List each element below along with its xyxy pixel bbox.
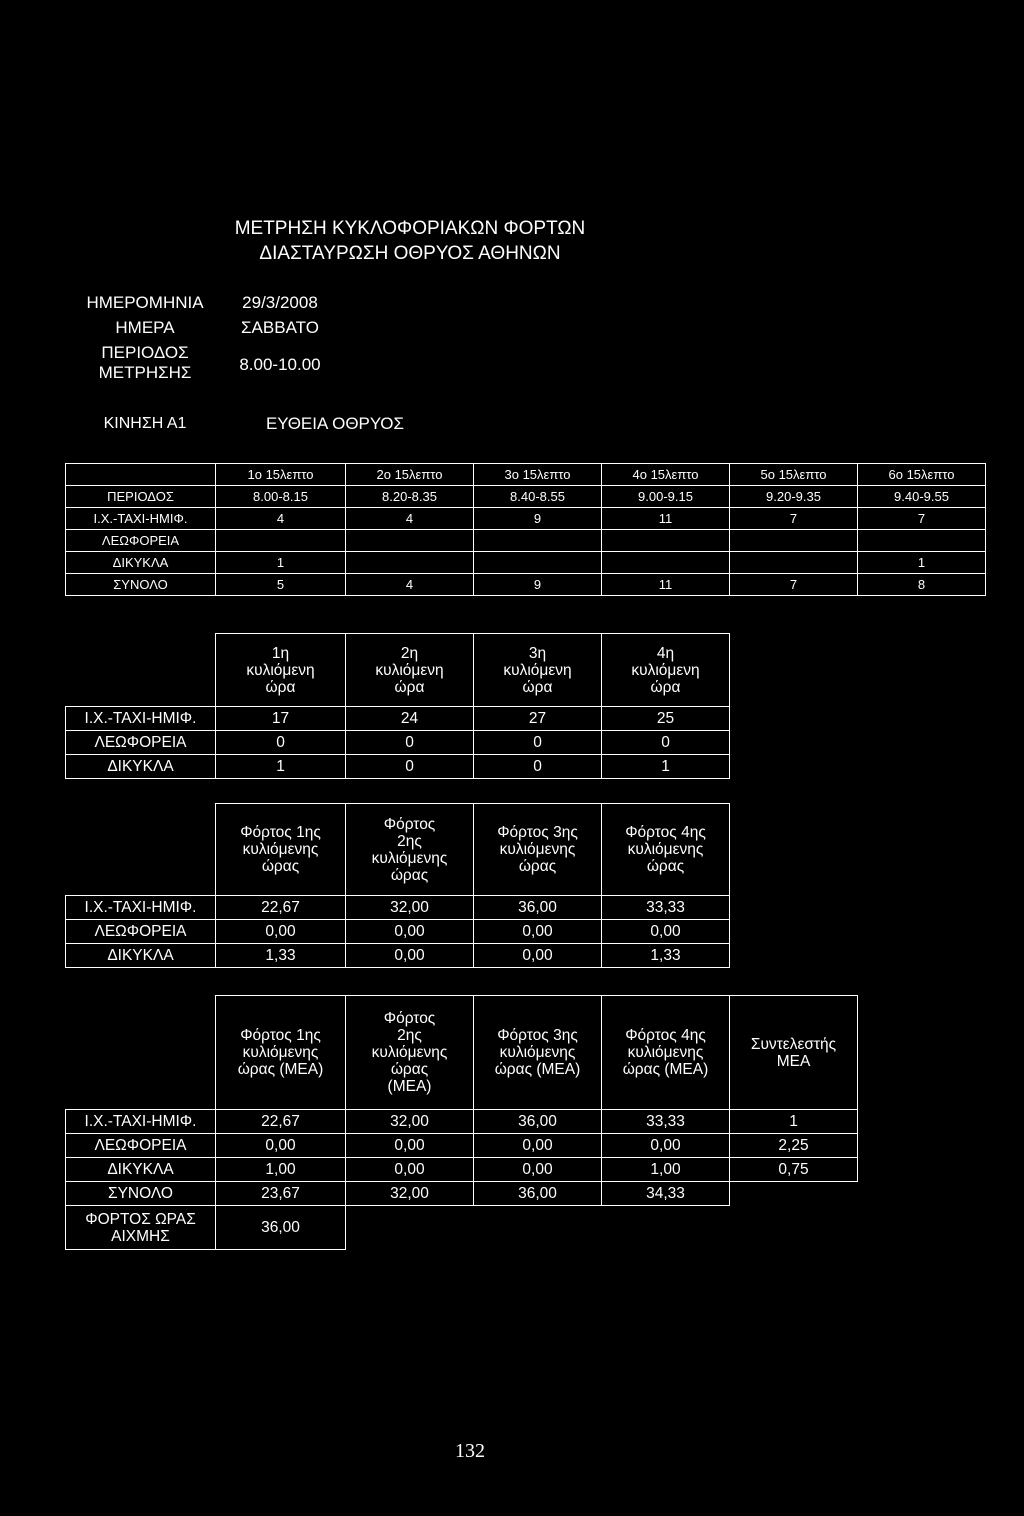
- row-label: Ι.Χ.-ΤΑΧΙ-ΗΜΙΦ.: [66, 508, 216, 530]
- peak-hour-label: ΦΟΡΤΟΣ ΩΡΑΣ ΑΙΧΜΗΣ: [66, 1206, 216, 1250]
- table-cell: 24: [346, 707, 474, 731]
- day-value: ΣΑΒΒΑΤΟ: [241, 318, 319, 337]
- table-cell: 5: [216, 574, 346, 596]
- table-cell: 0,00: [346, 1134, 474, 1158]
- column-header: Φόρτος 1ης κυλιόμενης ώρας (ΜΕΑ): [216, 996, 346, 1110]
- table-cell: [730, 530, 858, 552]
- table-cell: 0: [474, 755, 602, 779]
- table-cell: 9: [474, 574, 602, 596]
- report-title: ΜΕΤΡΗΣΗ ΚΥΚΛΟΦΟΡΙΑΚΩΝ ΦΟΡΤΩΝ: [234, 218, 586, 239]
- table-cell: 1,33: [216, 944, 346, 968]
- period-cell: 9.20-9.35: [730, 486, 858, 508]
- table-cell: 1,33: [602, 944, 730, 968]
- table-cell: 0,00: [346, 1158, 474, 1182]
- table-cell: 0,00: [474, 1134, 602, 1158]
- table-cell: 0: [346, 755, 474, 779]
- row-label: ΔΙΚΥΚΛΑ: [66, 552, 216, 574]
- row-label: ΔΙΚΥΚΛΑ: [66, 1158, 216, 1182]
- column-header: Φόρτος 2ης κυλιόμενης ώρας: [346, 804, 474, 896]
- table-cell: 4: [216, 508, 346, 530]
- empty-cell: [730, 1206, 858, 1250]
- table-cell: 0: [346, 731, 474, 755]
- table-cell: 0,00: [216, 1134, 346, 1158]
- row-label: ΔΙΚΥΚΛΑ: [66, 755, 216, 779]
- table-cell: 0: [216, 731, 346, 755]
- table-cell: 0,00: [602, 920, 730, 944]
- table-cell: 4: [346, 574, 474, 596]
- table-cell: 36,00: [474, 896, 602, 920]
- movement-label: ΚΙΝΗΣΗ Α1: [103, 415, 187, 432]
- table-cell: 23,67: [216, 1182, 346, 1206]
- table-cell: 2,25: [730, 1134, 858, 1158]
- date-label: ΗΜΕΡΟΜΗΝΙΑ: [86, 293, 204, 312]
- peak-hour-value: 36,00: [216, 1206, 346, 1250]
- table-cell: 0: [602, 731, 730, 755]
- table-cell: 11: [602, 574, 730, 596]
- rolling-hour-load-pcu-table: [65, 995, 858, 1250]
- corner-cell: [66, 996, 216, 1110]
- row-label: ΛΕΩΦΟΡΕΙΑ: [66, 731, 216, 755]
- row-label: ΣΥΝΟΛΟ: [66, 1182, 216, 1206]
- corner-cell: [66, 804, 216, 896]
- row-label: Ι.Χ.-ΤΑΧΙ-ΗΜΙΦ.: [66, 707, 216, 731]
- table-cell: 36,00: [474, 1182, 602, 1206]
- table-cell: 17: [216, 707, 346, 731]
- page-number: 132: [455, 1440, 485, 1462]
- table-cell: 1: [858, 552, 986, 574]
- table-cell: 27: [474, 707, 602, 731]
- period-cell: 8.00-8.15: [216, 486, 346, 508]
- table-cell: 7: [730, 508, 858, 530]
- column-header: Φόρτος 1ης κυλιόμενης ώρας: [216, 804, 346, 896]
- table-cell: [474, 530, 602, 552]
- table-cell: 33,33: [602, 896, 730, 920]
- period-cell: 8.20-8.35: [346, 486, 474, 508]
- day-label: ΗΜΕΡΑ: [115, 318, 175, 337]
- period-label-line1: ΠΕΡΙΟΔΟΣ: [101, 343, 189, 362]
- table-cell: 22,67: [216, 1110, 346, 1134]
- table-cell: [474, 552, 602, 574]
- table-cell: 0,00: [474, 1158, 602, 1182]
- table-cell: [730, 552, 858, 574]
- table-cell: 0,00: [602, 1134, 730, 1158]
- table-cell: 32,00: [346, 1110, 474, 1134]
- row-label: Ι.Χ.-ΤΑΧΙ-ΗΜΙΦ.: [66, 1110, 216, 1134]
- table-cell: 0,75: [730, 1158, 858, 1182]
- table-cell: 1,00: [602, 1158, 730, 1182]
- table-cell: 4: [346, 508, 474, 530]
- column-header: 6ο 15λεπτο: [858, 464, 986, 486]
- row-label: ΠΕΡΙΟΔΟΣ: [66, 486, 216, 508]
- table-cell: 36,00: [474, 1110, 602, 1134]
- table-cell: 0,00: [216, 920, 346, 944]
- empty-cell: [602, 1206, 730, 1250]
- row-label: ΛΕΩΦΟΡΕΙΑ: [66, 1134, 216, 1158]
- table-cell: 9: [474, 508, 602, 530]
- row-label: ΔΙΚΥΚΛΑ: [66, 944, 216, 968]
- column-header: 1ο 15λεπτο: [216, 464, 346, 486]
- date-value: 29/3/2008: [242, 293, 318, 312]
- column-header: Φόρτος 4ης κυλιόμενης ώρας (ΜΕΑ): [602, 996, 730, 1110]
- period-cell: 9.00-9.15: [602, 486, 730, 508]
- table-cell: 1,00: [216, 1158, 346, 1182]
- column-header: 4ο 15λεπτο: [602, 464, 730, 486]
- period-cell: 9.40-9.55: [858, 486, 986, 508]
- table-cell: 0: [474, 731, 602, 755]
- column-header: Φόρτος 3ης κυλιόμενης ώρας (ΜΕΑ): [474, 996, 602, 1110]
- table-cell: 8: [858, 574, 986, 596]
- row-label: ΛΕΩΦΟΡΕΙΑ: [66, 530, 216, 552]
- report-subtitle: ΔΙΑΣΤΑΥΡΩΣΗ ΟΘΡΥΟΣ ΑΘΗΝΩΝ: [259, 243, 561, 264]
- table-cell: 25: [602, 707, 730, 731]
- row-label: Ι.Χ.-ΤΑΧΙ-ΗΜΙΦ.: [66, 896, 216, 920]
- column-header: 5ο 15λεπτο: [730, 464, 858, 486]
- column-header: Φόρτος 2ης κυλιόμενης ώρας (ΜΕΑ): [346, 996, 474, 1110]
- table-cell: 0,00: [474, 944, 602, 968]
- table-cell: [858, 530, 986, 552]
- table-cell: [602, 552, 730, 574]
- quarter-hour-counts-table: [65, 463, 986, 596]
- column-header: 3ο 15λεπτο: [474, 464, 602, 486]
- table-cell: 34,33: [602, 1182, 730, 1206]
- rolling-hour-load-table: [65, 803, 730, 968]
- column-header: 3η κυλιόμενη ώρα: [474, 634, 602, 707]
- table-cell: [216, 530, 346, 552]
- corner-cell: [66, 634, 216, 707]
- column-header: 4η κυλιόμενη ώρα: [602, 634, 730, 707]
- column-header: 2ο 15λεπτο: [346, 464, 474, 486]
- column-header: Φόρτος 4ης κυλιόμενης ώρας: [602, 804, 730, 896]
- table-cell: 0,00: [474, 920, 602, 944]
- column-header: Φόρτος 3ης κυλιόμενης ώρας: [474, 804, 602, 896]
- table-cell: 32,00: [346, 1182, 474, 1206]
- rolling-hour-counts-table: [65, 633, 730, 779]
- table-cell: 0,00: [346, 920, 474, 944]
- table-cell: 7: [858, 508, 986, 530]
- table-cell: 1: [216, 755, 346, 779]
- table-cell: 33,33: [602, 1110, 730, 1134]
- corner-cell: [66, 464, 216, 486]
- table-cell: 0,00: [346, 944, 474, 968]
- column-header: Συντελεστής ΜΕΑ: [730, 996, 858, 1110]
- table-cell: [730, 1182, 858, 1206]
- row-label: ΛΕΩΦΟΡΕΙΑ: [66, 920, 216, 944]
- table-cell: [602, 530, 730, 552]
- empty-cell: [474, 1206, 602, 1250]
- table-cell: 1: [602, 755, 730, 779]
- period-cell: 8.40-8.55: [474, 486, 602, 508]
- table-cell: 1: [730, 1110, 858, 1134]
- table-cell: 32,00: [346, 896, 474, 920]
- period-label-line2: ΜΕΤΡΗΣΗΣ: [98, 363, 192, 382]
- table-cell: 1: [216, 552, 346, 574]
- period-value: 8.00-10.00: [239, 355, 321, 374]
- column-header: 2η κυλιόμενη ώρα: [346, 634, 474, 707]
- table-cell: 7: [730, 574, 858, 596]
- table-cell: [346, 552, 474, 574]
- table-cell: 11: [602, 508, 730, 530]
- table-cell: [346, 530, 474, 552]
- row-label: ΣΥΝΟΛΟ: [66, 574, 216, 596]
- column-header: 1η κυλιόμενη ώρα: [216, 634, 346, 707]
- empty-cell: [346, 1206, 474, 1250]
- movement-value: ΕΥΘΕΙΑ ΟΘΡΥΟΣ: [265, 414, 405, 433]
- table-cell: 22,67: [216, 896, 346, 920]
